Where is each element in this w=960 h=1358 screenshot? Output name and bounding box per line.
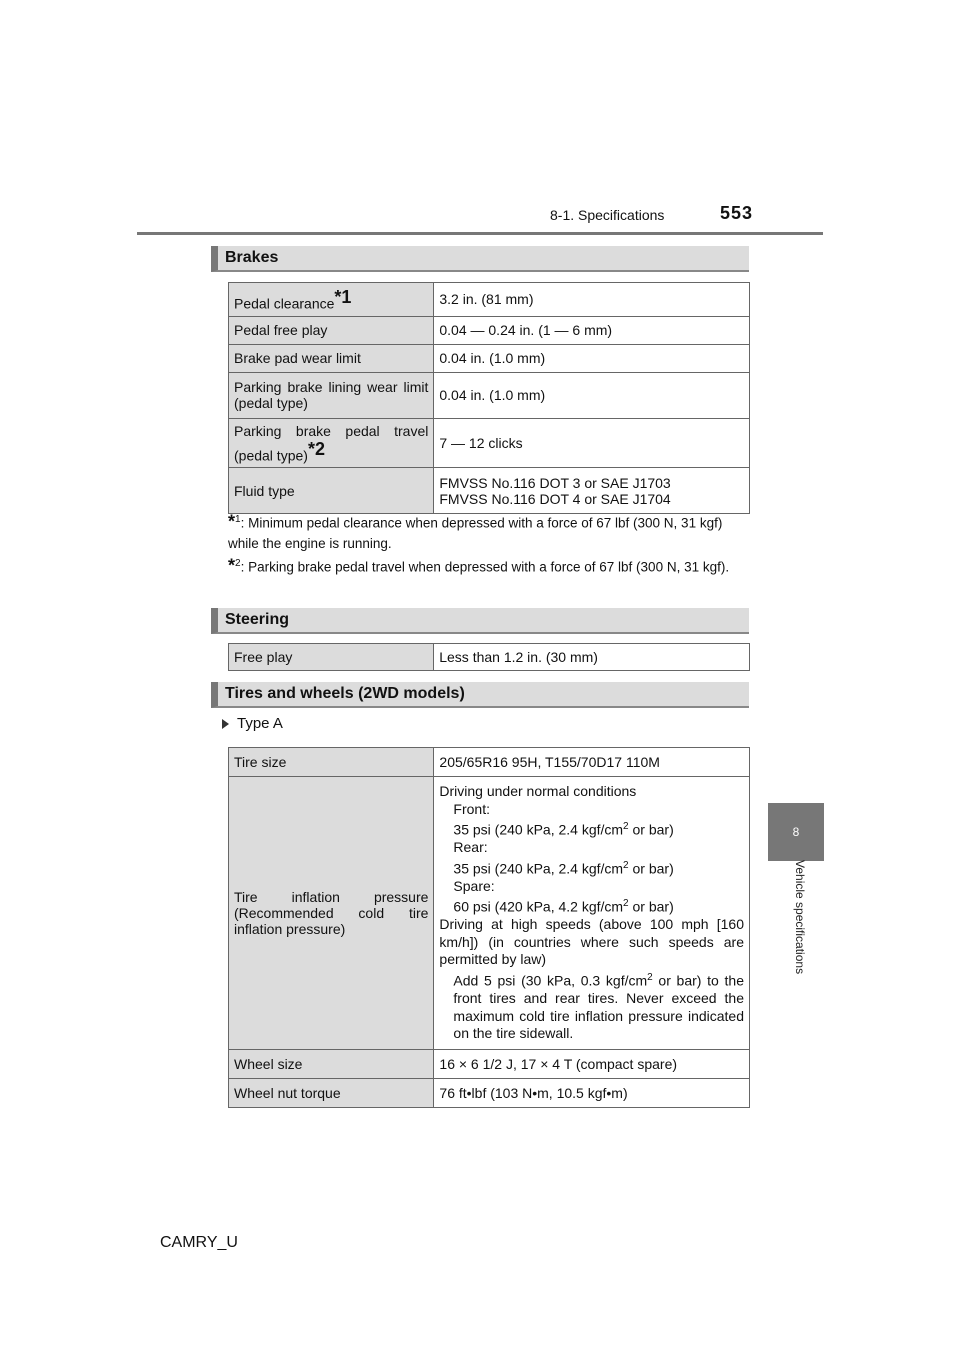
chapter-label: Vehicle specifications: [793, 860, 807, 975]
triangle-bullet-icon: [222, 719, 229, 729]
tires-table: [228, 747, 750, 1108]
footer-model: CAMRY_U: [160, 1234, 238, 1251]
table-row: [229, 1049, 750, 1078]
row-value: Driving under normal conditions Front: 35 psi (240 kPa, 2.4 kgf/$cm^2$ or bar) Rear: 35 psi (240 kPa, 2.4 kgf/$cm^2$ or bar) Spare: 60 psi (420 kPa, 4.2 kgf/$cm^2$ or bar) Driving at high speeds (above 100 mph [160 km/h]) (in countries where such speeds are permitted by law) Add 5 psi (30 kPa, 0.3 kgf/$cm^2$ or bar) to the front tires and rear tires. Never exceed the maximum cold tire inflation pressure indicated on the tire sidewall.: [434, 777, 750, 1050]
row-label: Tire size: [229, 748, 434, 777]
table-row: [229, 777, 750, 1050]
table-row: [229, 644, 750, 671]
row-label: Fluid type: [229, 468, 434, 514]
row-value: 3.2 in. (81 mm): [434, 283, 750, 317]
row-value: 16 × 6 1/2 J, 17 × 4 T (compact spare): [434, 1049, 750, 1078]
table-row: [229, 468, 750, 514]
row-value: 0.04 in. (1.0 mm): [434, 372, 750, 418]
table-row: [229, 1078, 750, 1107]
row-label: Brake pad wear limit: [229, 344, 434, 372]
header-rule: [137, 232, 823, 235]
row-label: Tire inflation pressure (Recommended cold tire inflation pressure): [229, 777, 434, 1050]
table-row: [229, 316, 750, 344]
row-value: 0.04 in. (1.0 mm): [434, 344, 750, 372]
row-value: 76 ft•lbf (103 N•m, 10.5 kgf•m): [434, 1078, 750, 1107]
row-label: Wheel size: [229, 1049, 434, 1078]
row-value: 205/65R16 95H, T155/70D17 110M: [434, 748, 750, 777]
table-row: [229, 372, 750, 418]
row-value: 7 — 12 clicks: [434, 418, 750, 468]
table-row: [229, 418, 750, 468]
section-steering-title: Steering: [211, 608, 749, 634]
row-value: 0.04 — 0.24 in. (1 — 6 mm): [434, 316, 750, 344]
header-section: 8-1. Specifications: [550, 207, 665, 223]
table-row: [229, 344, 750, 372]
row-label: Parking brake pedal travel (pedal type)$^{*2}$: [229, 418, 434, 468]
row-value: FMVSS No.116 DOT 3 or SAE J1703 FMVSS No.116 DOT 4 or SAE J1704: [434, 468, 750, 514]
section-brakes-title: Brakes: [211, 246, 749, 272]
row-label: Pedal clearance$^{*1}$: [229, 283, 434, 317]
chapter-tab: [768, 803, 824, 861]
brakes-table: [228, 282, 750, 514]
table-row: [229, 283, 750, 317]
row-label: Free play: [229, 644, 434, 671]
table-row: [229, 748, 750, 777]
type-a-heading: Type A: [222, 715, 283, 732]
row-label: Pedal free play: [229, 316, 434, 344]
steering-table: [228, 643, 750, 671]
page-number: 553: [720, 203, 754, 223]
footnote-2: *$^2$: Parking brake pedal travel when depressed with a force of 67 lbf (300 N, 31 kgf).: [228, 555, 730, 576]
row-label: Wheel nut torque: [229, 1078, 434, 1107]
row-value: Less than 1.2 in. (30 mm): [434, 644, 750, 671]
section-tires-title: Tires and wheels (2WD models): [211, 682, 749, 708]
footnote-1: *$^1$: Minimum pedal clearance when depressed with a force of 67 lbf (300 N, 31 kgf) while the engine is running.: [228, 511, 723, 551]
chapter-number: 8: [792, 825, 800, 839]
row-label: Parking brake lining wear limit (pedal type): [229, 372, 434, 418]
